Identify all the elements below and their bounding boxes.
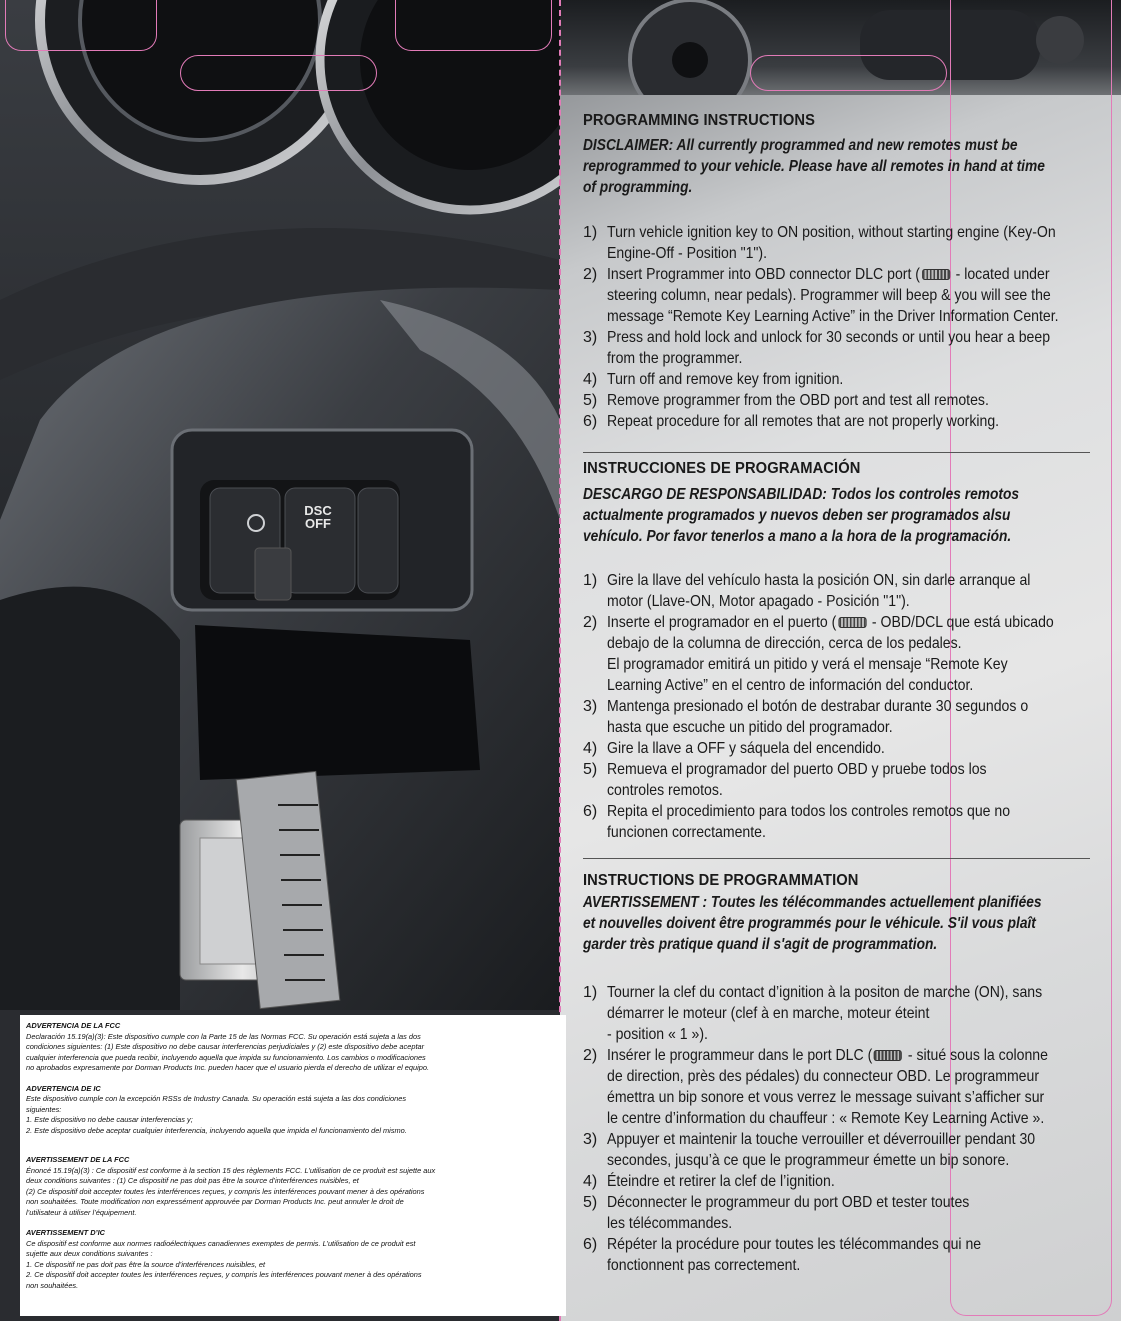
- step-number: 3): [583, 1131, 598, 1148]
- step-item: [583, 759, 1108, 801]
- step-item: [583, 390, 1108, 411]
- step-number: 6): [583, 413, 598, 430]
- english-steps: [583, 222, 1108, 432]
- step-line: steering column, near pedals). Programmer will beep & you will see the: [607, 287, 1051, 304]
- step-line: controles remotos.: [607, 782, 723, 799]
- step-number: 3): [583, 329, 598, 346]
- spanish-disclaimer: [583, 484, 1108, 547]
- divider: [583, 452, 1090, 453]
- fcc-text: l’utilisateur à utiliser l’équipement.: [26, 1207, 137, 1217]
- english-disclaimer: [583, 135, 1108, 198]
- step-line: Tourner la clef du contact d’ignition à la positon de marche (ON), sans: [607, 984, 1043, 1001]
- step-line: Éteindre et retirer la clef de l’ignition.: [607, 1173, 835, 1190]
- disclaimer-line: AVERTISSEMENT : Toutes les télécommandes actuellement planifiées: [583, 894, 1042, 911]
- step-number: 3): [583, 698, 598, 715]
- step-number: 5): [583, 761, 598, 778]
- disclaimer-line: actualmente programados y nuevos deben ser programados alsu: [583, 507, 1011, 524]
- french-disclaimer: [583, 892, 1108, 955]
- fcc-text: Ce dispositif est conforme aux normes radioélectriques canadiennes exemptes de permis. L’utilisation de ce produit est: [26, 1238, 416, 1248]
- step-item: [583, 222, 1108, 264]
- step-line: Remueva el programador del puerto OBD y pruebe todos los: [607, 761, 987, 778]
- fcc-heading: ADVERTENCIA DE LA FCC: [26, 1021, 121, 1030]
- fcc-text: condiciones siguientes: (1) Este dispositivo no debe causar interferencias perjudiciales y (2) este dispositivo debe aceptar: [26, 1042, 425, 1051]
- fcc-text: (2) Ce dispositif doit accepter toutes les interférences reçues, y compris les interférences pouvant mener à des opérations: [26, 1186, 425, 1196]
- step-item: [583, 612, 1108, 696]
- step-item: [583, 1192, 1108, 1234]
- divider: [583, 858, 1090, 859]
- step-line: Turn off and remove key from ignition.: [607, 371, 844, 388]
- diecut-left-top-tab: [5, 0, 157, 51]
- step-line: Engine-Off - Position "1").: [607, 245, 767, 262]
- step-number: 5): [583, 392, 598, 409]
- step-item: [583, 1171, 1108, 1192]
- step-number: 2): [583, 1047, 598, 1064]
- step-item: [583, 738, 1108, 759]
- step-line: Learning Active” en el centro de información del conductor.: [607, 677, 974, 694]
- step-line: Déconnecter le programmeur du port OBD et tester toutes: [607, 1194, 970, 1211]
- obd-port-icon: [922, 269, 950, 280]
- step-number: 1): [583, 224, 598, 241]
- fcc-text: 2. Ce dispositif doit accepter toutes les interférences reçues, y compris les interférences pouvant mener à des opérations: [26, 1270, 422, 1279]
- step-number: 2): [583, 614, 598, 631]
- step-number: 4): [583, 1173, 598, 1190]
- fcc-text: Énoncé 15.19(a)(3) : Ce dispositif est conforme à la section 15 des règlements FCC. L’utilisation de ce produit est sujette aux: [26, 1165, 436, 1175]
- french-steps: [583, 982, 1108, 1276]
- step-line: les télécommandes.: [607, 1215, 733, 1232]
- step-line: Repita el procedimiento para todos los controles remotos que no: [607, 803, 1011, 820]
- step-item: [583, 1045, 1108, 1129]
- fcc-text: non souhaitées. Toute modification non expressément approuvée par Dorman Products Inc. peut annuler le droit de: [26, 1197, 404, 1206]
- step-item: [583, 264, 1108, 327]
- step-line: - position « 1 »).: [607, 1026, 708, 1043]
- step-item: [583, 327, 1108, 369]
- step-line: Répéter la procédure pour toutes les télécommandes qui ne: [607, 1236, 982, 1253]
- step-line: Inserte el programador en el puerto ( - OBD/DCL que está ubicado: [607, 614, 1054, 631]
- fcc-heading: AVERTISSEMENT DE LA FCC: [26, 1155, 130, 1164]
- step-line: Insérer le programmeur dans le port DLC ( - situé sous la colonne: [607, 1047, 1048, 1064]
- fcc-text: sujette aux deux conditions suivantes :: [26, 1249, 153, 1258]
- step-line: Remove programmer from the OBD port and test all remotes.: [607, 392, 989, 409]
- step-line: le centre d’information du chauffeur : « Remote Key Learning Active ».: [607, 1110, 1045, 1127]
- step-number: 4): [583, 371, 598, 388]
- disclaimer-line: reprogrammed to your vehicle. Please have all remotes in hand at time: [583, 158, 1045, 175]
- fcc-heading: ADVERTENCIA DE IC: [26, 1083, 101, 1093]
- fcc-text: cualquier interferencia que pueda recibir, incluyendo aquella que impida su funcionamiento. Los cambios o modificaciones: [26, 1052, 426, 1062]
- disclaimer-line: et nouvelles doivent être programmés pour le véhicule. S'il vous plaît: [583, 915, 1036, 932]
- step-number: 6): [583, 803, 598, 820]
- disclaimer-line: DESCARGO DE RESPONSABILIDAD: Todos los controles remotos: [583, 486, 1020, 503]
- diecut-right-hanger-tab: [750, 55, 947, 91]
- fcc-text: deux conditions suivantes : (1) Ce dispositif ne pas doit pas être la source d’interférences nuisibles, et: [26, 1176, 359, 1185]
- dsc-label-line2: OFF: [305, 516, 331, 531]
- step-line: Gire la llave del vehículo hasta la posición ON, sin darle arranque al: [607, 572, 1031, 589]
- fcc-text: 2. Este dispositivo debe aceptar cualquier interferencia, incluyendo aquella que impida el funcionamiento del mismo.: [26, 1125, 407, 1135]
- step-line: El programador emitirá un pitido y verá el mensaje “Remote Key: [607, 656, 1008, 673]
- spanish-heading: INSTRUCCIONES DE PROGRAMACIÓN: [583, 460, 861, 477]
- step-number: 5): [583, 1194, 598, 1211]
- spanish-steps: [583, 570, 1108, 843]
- step-line: secondes, jusqu’à ce que le programmeur émette un bip sonore.: [607, 1152, 1010, 1169]
- step-line: Insert Programmer into OBD connector DLC port ( - located under: [607, 266, 1050, 283]
- fcc-text: Declaración 15.19(a)(3): Este dispositivo cumple con la Parte 15 de las Normas FCC. Su operación está sujeta a las dos: [26, 1031, 421, 1041]
- step-number: 4): [583, 740, 598, 757]
- step-item: [583, 369, 1108, 390]
- diecut-left-top-tab-2: [395, 0, 552, 51]
- fcc-text: non souhaitées.: [26, 1280, 79, 1290]
- step-line: from the programmer.: [607, 350, 743, 367]
- dsc-label-line1: DSC: [304, 503, 332, 518]
- disclaimer-line: garder très pratique quand il s'agit de programmation.: [583, 936, 938, 953]
- step-item: [583, 1234, 1108, 1276]
- fcc-text: no aprobados expresamente por Dorman Products Inc. pueden hacer que el usuario pierda el derecho de utilizar el equipo.: [26, 1063, 430, 1072]
- step-line: Repeat procedure for all remotes that are not properly working.: [607, 413, 1000, 430]
- disclaimer-line: of programming.: [583, 179, 693, 196]
- fcc-notice-spanish: [20, 1015, 566, 1157]
- step-line: Gire la llave a OFF y sáquela del encendido.: [607, 740, 885, 757]
- step-line: motor (Llave-ON, Motor apagado - Posición "1").: [607, 593, 910, 610]
- dashboard-photo: [0, 0, 560, 1010]
- disclaimer-line: vehículo. Por favor tenerlos a mano a la hora de la programación.: [583, 528, 1012, 545]
- fcc-text: Este dispositivo cumple con la excepción RSSs de Industry Canada. Su operación está sujeta a las dos condiciones: [26, 1094, 407, 1103]
- french-heading: INSTRUCTIONS DE PROGRAMMATION: [583, 872, 859, 889]
- step-number: 1): [583, 572, 598, 589]
- step-line: démarrer le moteur (clef à en marche, moteur éteint: [607, 1005, 930, 1022]
- step-item: [583, 982, 1108, 1045]
- step-line: Appuyer et maintenir la touche verrouiller et déverrouiller pendant 30: [607, 1131, 1036, 1148]
- fcc-text: 1. Este dispositivo no debe causar interferencias y;: [26, 1115, 193, 1124]
- english-heading: PROGRAMMING INSTRUCTIONS: [583, 112, 816, 129]
- step-line: de direction, près des pédales) du connecteur OBD. Le programmeur: [607, 1068, 1040, 1085]
- obd-port-icon: [874, 1050, 902, 1061]
- dashboard-photo-illustration: [0, 0, 560, 1010]
- step-line: Press and hold lock and unlock for 30 seconds or until you hear a beep: [607, 329, 1051, 346]
- step-item: [583, 570, 1108, 612]
- step-line: hasta que escuche un pitido del programador.: [607, 719, 893, 736]
- step-item: [583, 1129, 1108, 1171]
- diecut-left-hanger-tab: [180, 55, 377, 91]
- step-number: 2): [583, 266, 598, 283]
- step-line: émettra un bip sonore et vous verrez le message suivant s’afficher sur: [607, 1089, 1045, 1106]
- step-line: Turn vehicle ignition key to ON position, without starting engine (Key-On: [607, 224, 1056, 241]
- fcc-text: siguientes:: [26, 1104, 62, 1114]
- fcc-text: 1. Ce dispositif ne pas doit pas être la source d’interférences nuisibles, et: [26, 1259, 266, 1269]
- step-item: [583, 411, 1108, 432]
- step-number: 1): [583, 984, 598, 1001]
- step-line: funcionen correctamente.: [607, 824, 766, 841]
- step-number: 6): [583, 1236, 598, 1253]
- disclaimer-line: DISCLAIMER: All currently programmed and new remotes must be: [583, 137, 1018, 154]
- step-item: [583, 801, 1108, 843]
- fcc-notice-french: [20, 1150, 566, 1316]
- step-line: debajo de la columna de dirección, cerca de los pedales.: [607, 635, 962, 652]
- obd-port-icon: [838, 617, 866, 628]
- step-line: fonctionnent pas correctement.: [607, 1257, 801, 1274]
- step-line: message “Remote Key Learning Active” in the Driver Information Center.: [607, 308, 1059, 325]
- fcc-heading: AVERTISSEMENT D’IC: [26, 1228, 105, 1237]
- step-item: [583, 696, 1108, 738]
- step-line: Mantenga presionado el botón de destrabar durante 30 segundos o: [607, 698, 1029, 715]
